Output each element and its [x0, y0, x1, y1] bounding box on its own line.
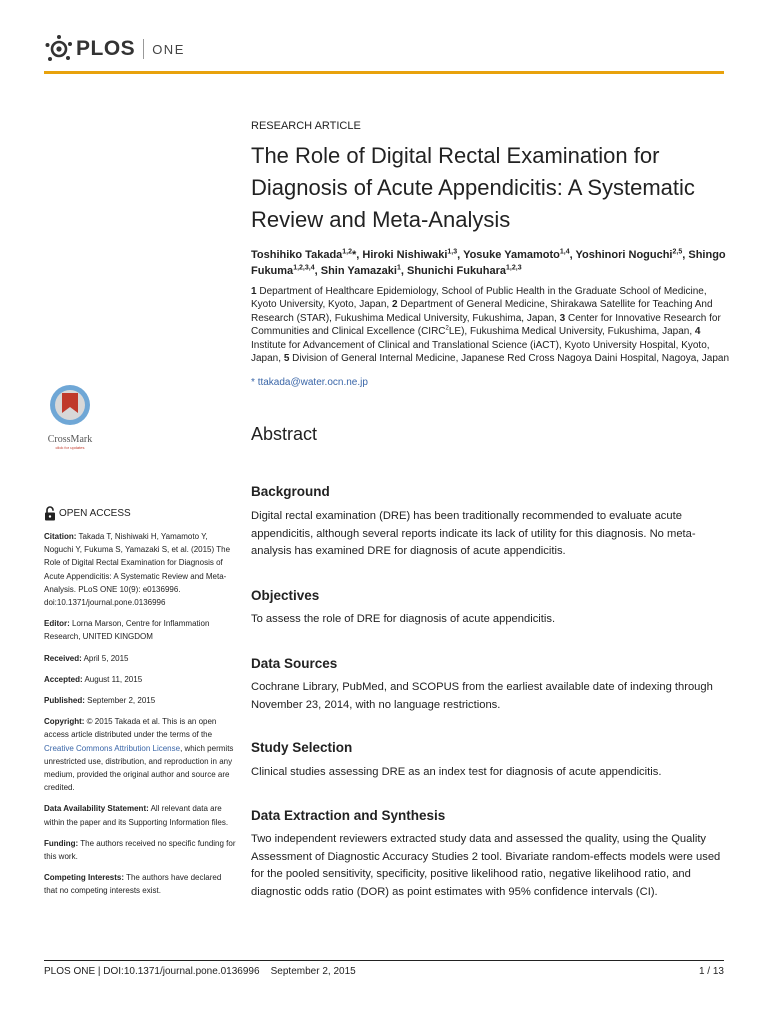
author-affiliation-sup: 1: [396, 264, 401, 272]
affiliation-number: 3: [559, 312, 566, 324]
section-heading-data-sources: Data Sources: [251, 656, 338, 671]
editor-block: [44, 617, 236, 643]
author-affiliation-sup: 1,4: [559, 248, 570, 256]
affiliation-sup: 2: [445, 325, 449, 332]
open-access-label: OPEN ACCESS: [59, 508, 131, 519]
footer-citation: PLOS ONE | DOI:10.1371/journal.pone.0136996 September 2, 2015: [44, 966, 356, 977]
abstract-heading: Abstract: [251, 424, 318, 444]
footer-rule: [44, 960, 724, 961]
accepted-block: [44, 673, 236, 686]
affiliation-list: [251, 285, 731, 365]
crossmark-badge[interactable]: [44, 383, 96, 450]
crossmark-icon: [48, 383, 92, 427]
editor-text: Lorna Marson, Centre for Inflammation Research, UNITED KINGDOM: [44, 619, 210, 642]
email-link[interactable]: ttakada@water.ocn.ne.jp: [257, 377, 368, 388]
author-name[interactable]: Shingo Fukuma: [251, 249, 726, 277]
author-affiliation-sup: 1,3: [447, 248, 458, 256]
citation-text: Takada T, Nishiwaki H, Yamamoto Y, Noguchi Y, Fukuma S, Yamazaki S, et al. (2015) The Role of Digital Rectal Examination for Diagnosis of Acute Appendicitis: A Systematic Review and Meta-Analysis. PLoS ONE 10(9): e0136996. doi:10.1371/journal.pone.0136996: [44, 532, 231, 608]
author-affiliation-sup: 1,2,3,4: [293, 264, 315, 272]
article-title: The Role of Digital Rectal Examination for Diagnosis of Acute Appendicitis: A Systematic Review and Meta-Analysis: [251, 143, 695, 232]
corresponding-email: [251, 377, 368, 388]
affiliation-text: Center for Innovative Research for Communities and Clinical Excellence (CIRC: [251, 312, 721, 338]
copyright-text: © 2015 Takada et al. This is an open access article distributed under the terms of the: [44, 717, 217, 740]
affiliation-text: Institute for Advancement of Clinical and Translational Science (iACT), Kyoto University Hospital, Kyoto, Japan,: [251, 339, 710, 365]
received-block: [44, 652, 236, 665]
plos-wordmark: PLOS: [76, 37, 136, 60]
data-availability-label: Data Availability Statement:: [44, 804, 149, 814]
section-body-objectives: To assess the role of DRE for diagnosis of acute appendicitis.: [251, 613, 556, 625]
data-availability-text: All relevant data are within the paper and its Supporting Information files.: [44, 804, 229, 827]
article-sidebar: [44, 530, 236, 906]
section-heading-study-selection: Study Selection: [251, 740, 353, 755]
affiliation-number: 1: [251, 286, 257, 297]
section-body-study-selection: Clinical studies assessing DRE as an index test for diagnosis of acute appendicitis.: [251, 766, 662, 778]
competing-interests-text: The authors have declared that no competing interests exist.: [44, 873, 222, 896]
section-heading-background: Background: [251, 484, 330, 499]
journal-name: ONE: [152, 41, 185, 57]
funding-block: [44, 837, 236, 863]
open-access-badge: [44, 506, 131, 521]
author-list: Toshihiko Takada$^{1,2}$*, Hiroki Nishiwaki$^{1,3}$, Yosuke Yamamoto$^{1,4}$, Yoshinori Noguchi$^{2,5}$, Shingo Fukuma$^{1,2,3,4}$, Shin Yamazaki$^1$, Shunichi Fukuhara$^{1,2,3}$: [251, 248, 726, 277]
article-type: RESEARCH ARTICLE: [251, 120, 361, 132]
author-name[interactable]: Yoshinori Noguchi: [575, 249, 673, 261]
section-heading-objectives: Objectives: [251, 588, 320, 603]
affiliation-number: 5: [283, 353, 290, 365]
license-link[interactable]: Creative Commons Attribution License: [44, 743, 181, 753]
accepted-label: Accepted:: [44, 674, 83, 684]
copyright-label: Copyright:: [44, 717, 85, 727]
author-affiliation-sup: 1,2: [342, 248, 353, 256]
email-mark: *: [251, 377, 255, 388]
affiliation-text: Department of General Medicine, Shirakawa Satellite for Teaching And Research (STAR), Fukushima Medical University, Fukushima, Japan,: [251, 299, 713, 324]
plos-logo-icon: [44, 34, 74, 64]
crossmark-label: CrossMark: [47, 434, 93, 445]
author-name[interactable]: Shin Yamazaki: [320, 265, 397, 277]
received-date: April 5, 2015: [83, 653, 129, 663]
section-body-data-sources: Cochrane Library, PubMed, and SCOPUS from the earliest available date of indexing through November 23, 2014, with no language restrictions.: [251, 681, 713, 711]
copyright-block: [44, 715, 236, 794]
competing-interests-label: Competing Interests:: [44, 873, 125, 883]
competing-interests-block: [44, 871, 236, 897]
accepted-date: August 11, 2015: [84, 674, 143, 684]
author-name[interactable]: Shunichi Fukuhara: [407, 265, 507, 277]
affiliation-text: Division of General Internal Medicine, Japanese Red Cross Nagoya Daini Hospital, Nagoya, Japan: [292, 353, 730, 365]
editor-label: Editor:: [44, 619, 70, 629]
author-name[interactable]: Yosuke Yamamoto: [463, 249, 560, 261]
author-name[interactable]: Hiroki Nishiwaki: [362, 249, 448, 261]
corresponding-mark: *: [352, 249, 357, 261]
section-heading-data-extraction: Data Extraction and Synthesis: [251, 808, 446, 823]
received-label: Received:: [44, 653, 82, 663]
author-name[interactable]: Toshihiko Takada: [251, 249, 343, 261]
copyright-text-end: , which permits unrestricted use, distribution, and reproduction in any medium, provided the original author and source are credited.: [44, 743, 234, 793]
plos-logo[interactable]: [44, 34, 185, 64]
section-body-background: Digital rectal examination (DRE) has been traditionally recommended to evaluate acute appendicitis, although several reports indicate its lack of utility for this diagnosis. No meta-analysis has examined DRE for diagnosis of acute appendicitis.: [251, 510, 696, 558]
data-availability-block: [44, 802, 236, 828]
published-date: September 2, 2015: [87, 696, 156, 706]
funding-text: The authors received no specific funding for this work.: [44, 838, 236, 862]
published-label: Published:: [44, 696, 85, 706]
author-affiliation-sup: 2,5: [672, 248, 683, 256]
citation-block: [44, 530, 236, 609]
header-rule: [44, 71, 724, 74]
logo-divider: [143, 39, 144, 59]
open-lock-icon: [44, 506, 56, 521]
page-number: 1 / 13: [698, 966, 724, 977]
published-block: [44, 694, 236, 707]
crossmark-sub: click for updates: [55, 445, 85, 450]
affiliation-text: Department of Healthcare Epidemiology, School of Public Health in the Graduate School of Medicine, Kyoto University, Kyoto, Japan,: [251, 286, 707, 311]
affiliation-text: LE), Fukushima Medical University, Fukushima, Japan,: [448, 326, 693, 338]
affiliation-number: 2: [392, 299, 398, 311]
funding-label: Funding:: [44, 838, 79, 848]
citation-label: Citation:: [44, 532, 77, 541]
author-affiliation-sup: 1,2,3: [506, 264, 522, 272]
section-body-data-extraction: Two independent reviewers extracted study data and assessed the quality, using the Quality Assessment of Diagnostic Accuracy Studies 2 tool. Bivariate random-effects models were used for the pooled sensitivity, specificity, positive likelihood ratio, negative likelihood ratio, and diagnostic odds ratio (DOR) as point estimates with 95% confidence intervals (CI).: [251, 833, 721, 898]
affiliation-number: 4: [694, 326, 701, 338]
